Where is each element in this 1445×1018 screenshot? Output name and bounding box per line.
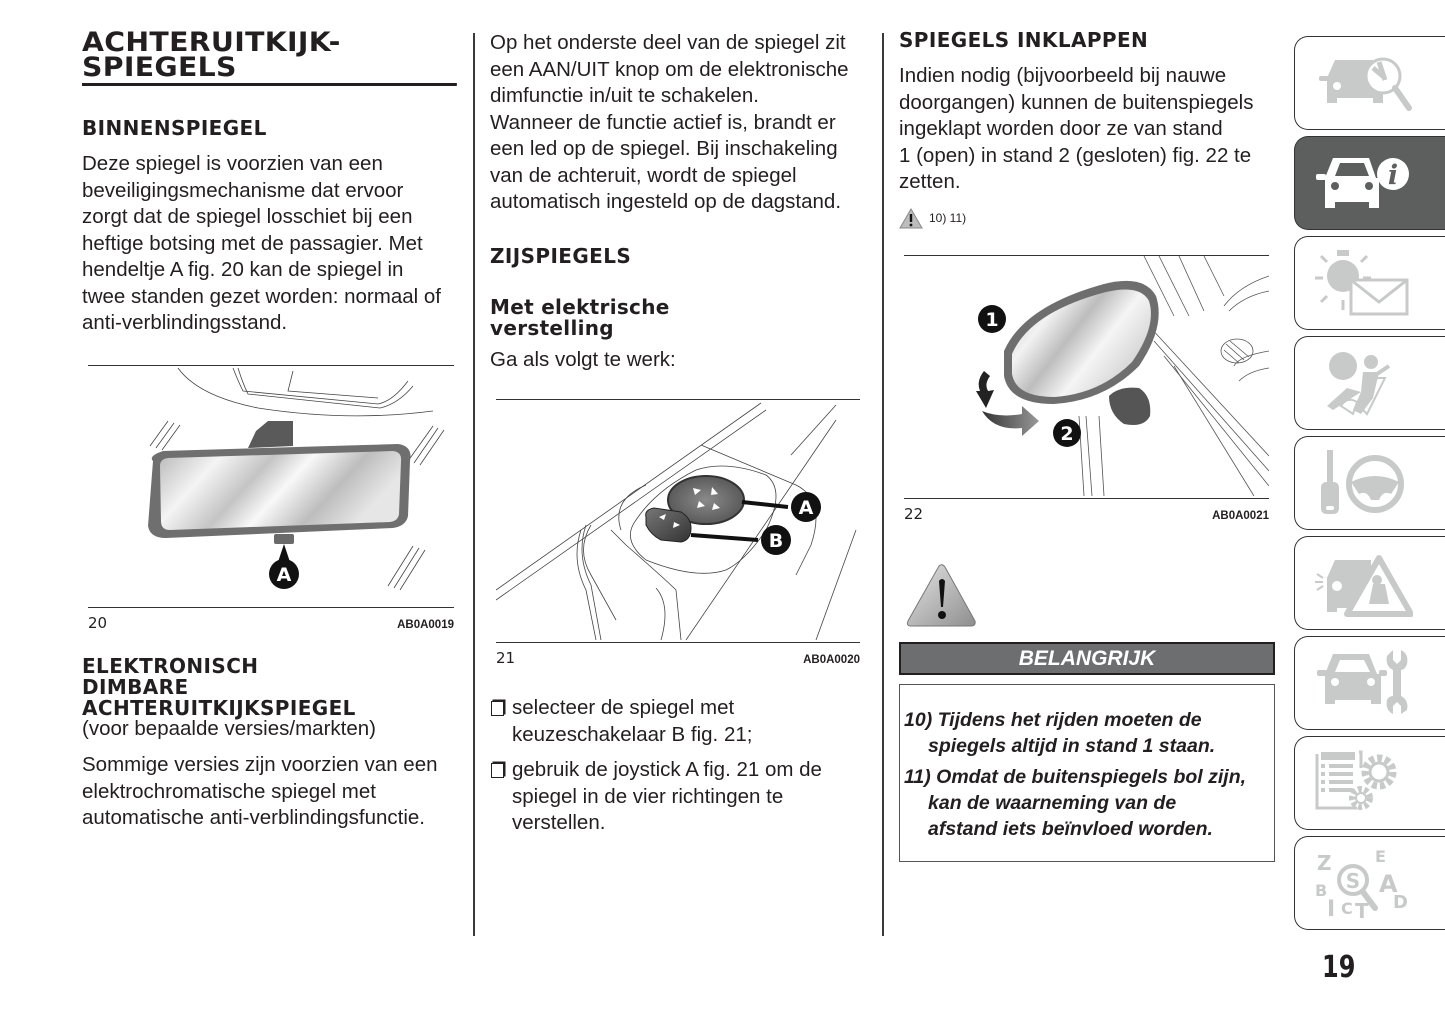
car-magnifier-icon — [1313, 48, 1413, 118]
svg-text:E: E — [1375, 848, 1386, 866]
text-line: Deze spiegel is voorzien van een — [82, 152, 383, 175]
figure-22 — [904, 255, 1269, 523]
figure-22-caption — [904, 505, 1269, 523]
title-line: verstelling — [490, 315, 614, 340]
warning-triangle-icon — [905, 563, 977, 629]
text-line: gebruik de joystick A fig. 21 om de — [512, 758, 822, 781]
tab-maintenance[interactable] — [1294, 636, 1445, 730]
key-steering-wheel-icon — [1313, 448, 1413, 518]
title-line: DIMBARE — [82, 674, 189, 699]
text-line: kan de waarneming van de — [928, 791, 1177, 814]
warning-item-10 — [904, 707, 1270, 759]
tab-index[interactable] — [1294, 836, 1445, 930]
svg-text:S: S — [1345, 869, 1361, 893]
document-gears-icon — [1313, 748, 1413, 818]
chapter-tabs — [1294, 36, 1445, 936]
svg-text:T: T — [1355, 899, 1369, 918]
figure-21-image — [496, 399, 860, 643]
callout-1: 1 — [985, 308, 999, 331]
car-wrench-icon — [1313, 648, 1413, 718]
column-1 — [82, 27, 457, 832]
figure-number: 21 — [496, 649, 516, 667]
text-line: afstand iets beïnvloed worden. — [928, 817, 1213, 840]
text-line: 10) Tijdens het rijden moeten de — [904, 708, 1202, 731]
inklappen-body — [899, 63, 1275, 196]
svg-text:C: C — [1341, 899, 1353, 918]
text-line: 11) Omdat de buitenspiegels bol zijn, — [904, 765, 1247, 788]
folding-mirror-illustration — [904, 256, 1269, 497]
svg-text:A: A — [1379, 870, 1398, 898]
lights-messages-icon — [1313, 248, 1413, 318]
chapter-title — [82, 27, 457, 86]
page-number: 19 — [1322, 950, 1356, 985]
section-subtitle: (voor bepaalde versies/markten) — [82, 716, 376, 740]
emergency-icon — [1313, 548, 1413, 618]
important-warning — [899, 563, 1275, 862]
figure-number: 20 — [88, 613, 108, 632]
important-content — [899, 684, 1275, 862]
text-line: anti-verblindingsstand. — [82, 311, 288, 334]
tab-lights-messages[interactable] — [1294, 236, 1445, 330]
column-divider — [473, 33, 475, 936]
tab-technical-data[interactable] — [1294, 736, 1445, 830]
figure-20-caption — [88, 614, 454, 632]
section-title-inklappen: SPIEGELS INKLAPPEN — [899, 28, 1149, 52]
warning-triangle-icon — [899, 208, 923, 229]
figure-code: AB0A0019 — [397, 618, 454, 631]
text-line: hendeltje A fig. 20 kan de spiegel in — [82, 258, 404, 281]
figure-code: AB0A0020 — [803, 654, 860, 666]
svg-text:I: I — [1327, 897, 1336, 918]
text-line: Op het onderste deel van de spiegel zit — [490, 31, 846, 54]
tab-emergency[interactable] — [1294, 536, 1445, 630]
tab-dashboard[interactable] — [1294, 36, 1445, 130]
column-divider — [882, 33, 884, 936]
warning-reference — [899, 208, 1275, 229]
text-line: 1 (open) in stand 2 (gesloten) fig. 22 te — [899, 143, 1252, 167]
column-3 — [899, 30, 1275, 862]
figure-22-image — [904, 255, 1269, 499]
list-item — [490, 757, 862, 837]
text-line: elektrochromatische spiegel met — [82, 779, 376, 803]
text-line: van de achteruit, wordt de spiegel — [490, 163, 797, 187]
interior-mirror-illustration — [88, 366, 454, 606]
column-2 — [490, 30, 862, 846]
instruction-text: Ga als volgt te werk: — [490, 347, 676, 371]
svg-text:i: i — [1387, 160, 1399, 191]
chapter-title-line: ACHTERUITKIJK- — [82, 27, 341, 58]
figure-20 — [88, 365, 454, 632]
svg-text:B: B — [1315, 881, 1328, 900]
text-line: verstellen. — [512, 811, 606, 834]
figure-21-caption — [496, 649, 860, 667]
mirror-control-illustration — [496, 400, 860, 641]
binnenspiegel-body — [82, 151, 457, 337]
figure-20-image — [88, 365, 454, 608]
warning-item-11 — [904, 764, 1270, 842]
callout-a: A — [276, 563, 292, 586]
figure-21 — [496, 399, 860, 667]
text-line: dimfunctie in/uit te schakelen. — [490, 84, 759, 107]
subsection-title — [490, 294, 862, 340]
text-line: doorgangen) kunnen de buitenspiegels — [899, 90, 1254, 114]
text-line: selecteer de spiegel met — [512, 696, 735, 719]
text-line: twee standen gezet worden: normaal of — [82, 284, 441, 308]
text-line: keuzeschakelaar B fig. 21; — [512, 722, 753, 746]
text-line: beveiligingsmechanisme dat ervoor — [82, 178, 404, 202]
svg-text:D: D — [1393, 892, 1408, 913]
figure-code: AB0A0021 — [1212, 509, 1269, 522]
text-line: Indien nodig (bijvoorbeeld bij nauwe — [899, 64, 1227, 87]
text-line: zorgt dat de spiegel losschiet bij een — [82, 205, 413, 228]
warning-ref-numbers: 10) 11) — [929, 211, 967, 225]
text-line: heftige botsing met de passagier. Met — [82, 231, 423, 255]
section-title-binnenspiegel: BINNENSPIEGEL — [82, 116, 267, 140]
text-line: spiegel in de vier richtingen te — [512, 784, 784, 808]
callout-b: B — [768, 530, 784, 552]
title-line: Met elektrische — [490, 294, 670, 319]
instruction-list — [490, 695, 862, 837]
text-line: een AAN/UIT knop om de elektronische — [490, 57, 849, 81]
section-title-elektronisch — [82, 653, 457, 720]
text-line: ingeklapt worden door ze van stand — [899, 117, 1223, 140]
important-header: BELANGRIJK — [899, 642, 1275, 675]
callout-a: A — [798, 497, 814, 519]
checkbox-bullet-icon — [491, 701, 504, 716]
text-line: Sommige versies zijn voorzien van een — [82, 753, 438, 776]
section-title-zijspiegels: ZIJSPIEGELS — [490, 243, 632, 268]
text-line: zetten. — [899, 170, 961, 193]
text-line: automatische anti-verblindingsfunctie. — [82, 806, 425, 829]
dimfunctie-body — [490, 30, 862, 216]
airbag-safety-icon — [1313, 348, 1413, 418]
text-line: automatisch ingesteld op de dagstand. — [490, 190, 842, 213]
text-line: een led op de spiegel. Bij inschakeling — [490, 137, 838, 160]
text-line: Wanneer de functie actief is, brandt er — [490, 110, 836, 134]
tab-car-info[interactable] — [1294, 136, 1445, 230]
alphabetical-index-icon — [1313, 848, 1413, 918]
car-info-icon — [1313, 148, 1413, 218]
tab-starting-driving[interactable] — [1294, 436, 1445, 530]
text-line: spiegels altijd in stand 1 staan. — [928, 734, 1216, 757]
elektronisch-body — [82, 752, 457, 832]
chapter-title-line: SPIEGELS — [82, 52, 237, 83]
title-line: ACHTERUITKIJKSPIEGEL — [82, 695, 356, 720]
tab-safety[interactable] — [1294, 336, 1445, 430]
callout-2: 2 — [1060, 422, 1074, 445]
title-line: ELEKTRONISCH — [82, 653, 259, 678]
list-item — [490, 695, 862, 748]
checkbox-bullet-icon — [491, 763, 504, 778]
svg-text:Z: Z — [1317, 851, 1332, 875]
figure-number: 22 — [904, 504, 924, 523]
